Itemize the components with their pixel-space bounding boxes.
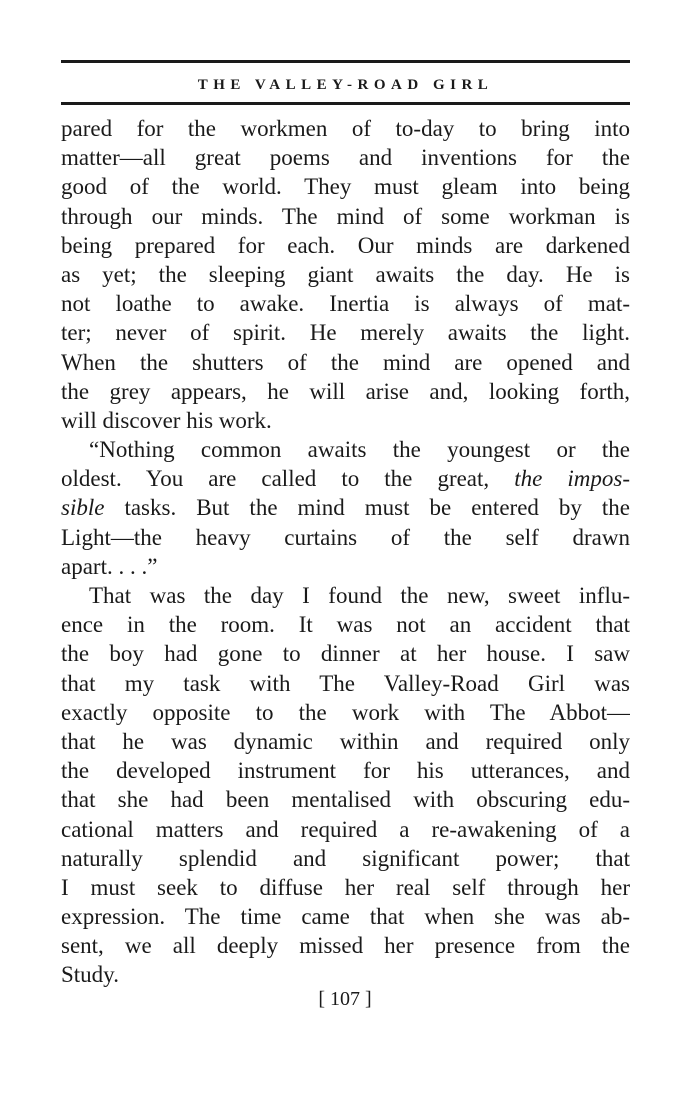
text-line: ter; never of spirit. He merely awaits the light. (61, 320, 630, 346)
text-line: When the shutters of the mind are opened and (61, 349, 630, 375)
text-line: “Nothing common awaits the youngest or the (89, 437, 630, 463)
text-line: the grey appears, he will arise and, looking forth, (61, 378, 630, 404)
page-text (61, 114, 630, 990)
text-line: Study. (61, 962, 119, 988)
header-rule-top (61, 60, 630, 63)
text-line: I must seek to diffuse her real self through her (61, 874, 630, 900)
text-segment: tasks. But the mind must be entered by the (104, 495, 630, 521)
text-line: cational matters and required a re-awakening of a (61, 816, 630, 842)
text-line: expression. The time came that when she was ab- (61, 904, 630, 930)
text-line: ence in the room. It was not an accident that (61, 612, 630, 638)
text-line: matter—all great poems and inventions for the (61, 145, 630, 171)
text-line: That was the day I found the new, sweet influ- (89, 583, 630, 608)
text-line: that he was dynamic within and required only (61, 728, 630, 754)
running-head: THE VALLEY-ROAD GIRL (197, 77, 494, 93)
text-line: Light—the heavy curtains of the self drawn (61, 524, 630, 550)
text-segment: oldest. You are called to the great, (61, 466, 490, 492)
text-line: naturally splendid and significant power; that (61, 845, 630, 871)
text-line: exactly opposite to the work with The Abbot— (61, 699, 630, 725)
text-line: through our minds. The mind of some workman is (61, 203, 630, 229)
text-line: pared for the workmen of to-day to bring into (61, 116, 630, 141)
text-line-with-italic (61, 464, 630, 493)
text-line: good of the world. They must gleam into being (61, 174, 630, 200)
italic-phrase: the impos- (514, 466, 630, 492)
text-line-with-italic (61, 493, 630, 522)
text-line: will discover his work. (61, 407, 272, 433)
italic-phrase: sible (61, 495, 105, 521)
text-line: sent, we all deeply missed her presence from the (61, 933, 630, 959)
text-line: that she had been mentalised with obscuring edu- (61, 787, 630, 813)
text-line: the developed instrument for his utterances, and (61, 758, 630, 784)
text-line: being prepared for each. Our minds are darkened (61, 232, 630, 258)
page-number: [ 107 ] (318, 988, 372, 1010)
text-line: apart. . . .” (61, 553, 158, 579)
text-line: not loathe to awake. Inertia is always of mat- (61, 291, 630, 317)
text-line: that my task with The Valley-Road Girl was (61, 670, 630, 696)
header-rule-bottom (61, 102, 630, 105)
text-line: the boy had gone to dinner at her house. I saw (61, 641, 630, 667)
text-line: as yet; the sleeping giant awaits the day. He is (61, 261, 630, 287)
